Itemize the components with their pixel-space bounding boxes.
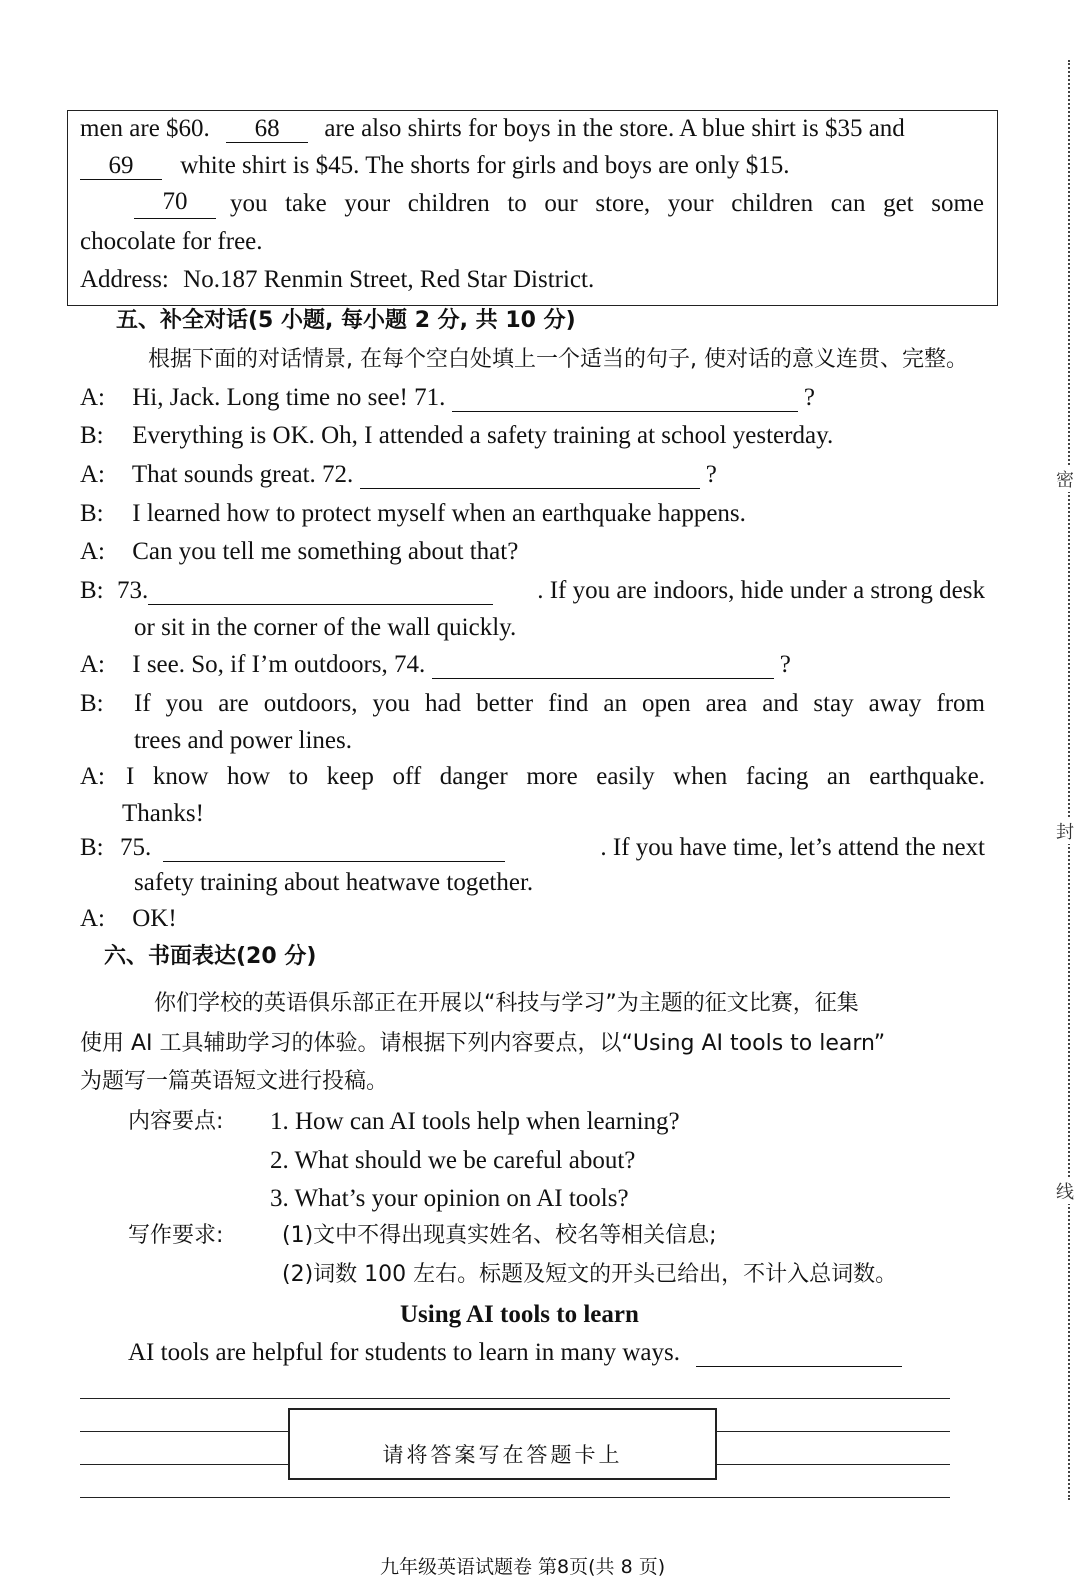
section5-instruction: 根据下面的对话情景, 在每个空白处填上一个适当的句子, 使对话的意义连贯、完整。 [148, 347, 968, 372]
content-point-1: 1. How can AI tools help when learning? [270, 1108, 680, 1135]
writing-requirement-1: (1)文中不得出现真实姓名、校名等相关信息; [282, 1223, 717, 1248]
side-mark-fold: 封 [1056, 818, 1074, 844]
section6-heading: 六、书面表达(20 分) [104, 944, 317, 969]
answer-blank-73 [148, 578, 493, 605]
dialogue-line-72: A: That sounds great. 72. ? [80, 461, 717, 488]
dialogue-line-10-cont: safety training about heatwave together. [134, 869, 534, 896]
answer-card-notice: 请将答案写在答题卡上 [382, 1443, 623, 1467]
blank-68: 68 [226, 116, 308, 143]
content-point-2: 2. What should we be careful about? [270, 1147, 636, 1174]
ad-address: Address: No.187 Renmin Street, Red Star District. [80, 266, 595, 293]
dialogue-line-8-cont: trees and power lines. [134, 727, 352, 754]
dialogue-line-5: A: Can you tell me something about that? [80, 538, 519, 565]
dialogue-line-4: B: I learned how to protect myself when an earthquake happens. [80, 500, 746, 527]
dialogue-line-9-cont: Thanks! [122, 800, 204, 827]
binding-dotted-line [1068, 60, 1070, 1500]
writing-line [80, 1398, 950, 1399]
answer-blank-75 [163, 835, 505, 862]
content-point-3: 3. What’s your opinion on AI tools? [270, 1185, 629, 1212]
dialogue-line-74: A: I see. So, if I’m outdoors, 74. ? [80, 651, 791, 678]
dialogue-line-2: B: Everything is OK. Oh, I attended a safety training at school yesterday. [80, 422, 834, 449]
writing-requirements-label: 写作要求: [128, 1223, 224, 1248]
section6-paragraph-3: 为题写一篇英语短文进行投稿。 [80, 1069, 389, 1094]
ad-line-4: chocolate for free. [80, 228, 263, 255]
section6-paragraph-1: 你们学校的英语俱乐部正在开展以“科技与学习”为主题的征文比赛，征集 [154, 991, 859, 1016]
answer-blank-72 [360, 462, 700, 489]
writing-line [80, 1497, 950, 1498]
side-mark-seal: 密 [1056, 466, 1074, 492]
essay-title: Using AI tools to learn [400, 1301, 639, 1328]
dialogue-line-71: A: Hi, Jack. Long time no see! 71. ? [80, 384, 815, 411]
essay-opening: AI tools are helpful for students to learn in many ways. [128, 1338, 902, 1368]
content-points-label: 内容要点: [128, 1109, 224, 1134]
blank-70: 70 [134, 189, 216, 219]
writing-requirement-2: (2)词数 100 左右。标题及短文的开头已给出，不计入总词数。 [282, 1262, 898, 1287]
blank-69: 69 [80, 153, 162, 180]
dialogue-line-9: A: I know how to keep off danger more easily when facing an earthquake. [80, 763, 985, 790]
dialogue-line-73: B: 73. . If you are indoors, hide under a strong desk [80, 577, 985, 604]
dialogue-line-6-cont: or sit in the corner of the wall quickly. [134, 614, 517, 641]
section5-heading: 五、补全对话(5 小题, 每小题 2 分, 共 10 分) [116, 308, 576, 333]
answer-blank-74 [432, 652, 774, 679]
writing-blank [696, 1340, 902, 1367]
dialogue-line-8: B: If you are outdoors, you had better find an open area and stay away from [80, 690, 985, 717]
ad-line-2: 69 white shirt is $45. The shorts for girls and boys are only $15. [80, 151, 789, 181]
dialogue-line-11: A: OK! [80, 905, 177, 932]
answer-blank-71 [452, 385, 798, 412]
section6-paragraph-2: 使用 AI 工具辅助学习的体验。请根据下列内容要点，以“Using AI tools to learn” [80, 1031, 886, 1056]
dialogue-line-75: B: 75. . If you have time, let’s attend the next [80, 834, 985, 861]
ad-line-1: men are $60. 68 are also shirts for boys in the store. A blue shirt is $35 and [80, 115, 905, 142]
ad-line-3: 70 you take your children to our store, your children can get some [134, 189, 984, 219]
page-footer: 九年级英语试题卷 第8页(共 8 页) [380, 1556, 666, 1578]
side-mark-line: 线 [1056, 1178, 1074, 1204]
